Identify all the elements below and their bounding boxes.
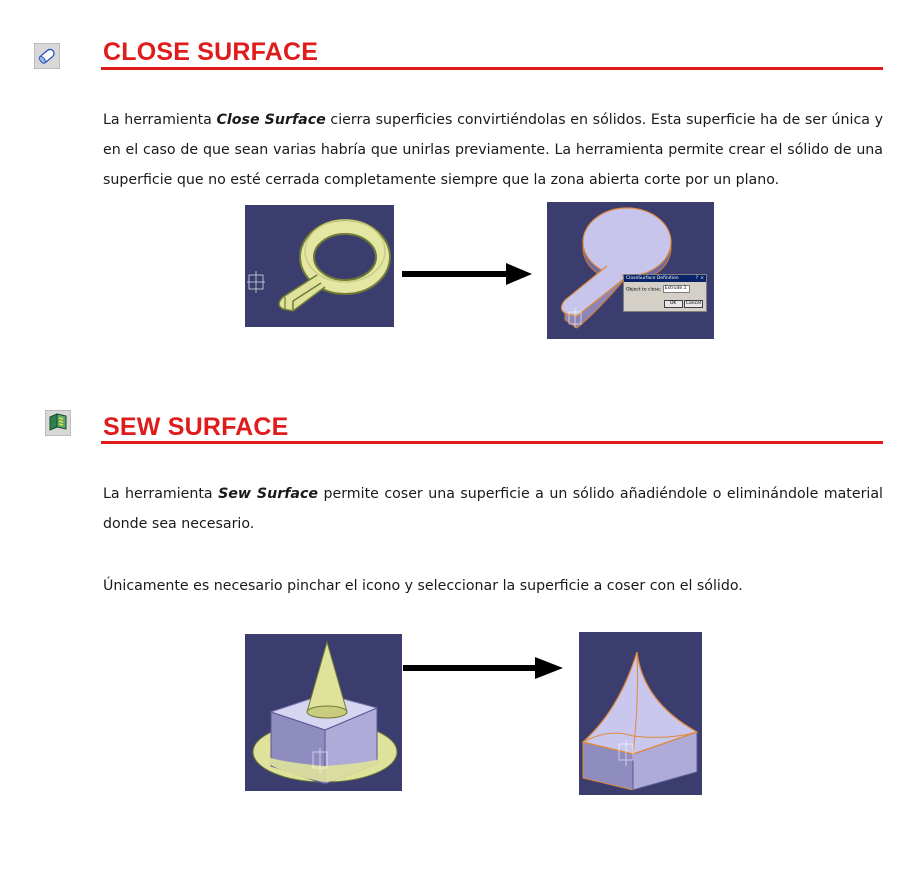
closed-solid-figure bbox=[547, 202, 714, 339]
box-with-surface-figure bbox=[245, 634, 402, 791]
result-arrow bbox=[402, 263, 532, 285]
sewn-solid-figure bbox=[579, 632, 702, 795]
heading-underline bbox=[101, 441, 883, 444]
sew-surface-note: Únicamente es necesario pinchar el icono y seleccionar la superficie a coser con el sólido. bbox=[103, 578, 743, 594]
close-surface-dialog bbox=[623, 274, 707, 312]
section-title-close-surface: CLOSE SURFACE bbox=[103, 38, 319, 66]
close-surface-icon[interactable] bbox=[34, 43, 60, 69]
ok-button[interactable]: OK bbox=[664, 300, 683, 308]
open-surface-figure bbox=[245, 205, 394, 327]
sew-surface-icon[interactable] bbox=[45, 410, 71, 436]
object-field-label: Object to close: bbox=[626, 287, 662, 293]
heading-underline bbox=[101, 67, 883, 70]
close-icon[interactable]: × bbox=[700, 276, 704, 281]
cancel-button[interactable]: Cancel bbox=[685, 301, 702, 306]
tool-name: Sew Surface bbox=[218, 486, 319, 502]
dialog-title-bar: CloseSurface Definition ? × bbox=[626, 276, 704, 281]
close-surface-description: La herramienta Close Surface cierra superficies convirtiéndolas en sólidos. Esta superficie ha de ser única y en el caso de que sean varias habría que unirlas previamente. La herramienta permite crear el sólido de una superficie que no esté cerrada completamente siempre que la zona abierta corte por un plano. bbox=[103, 112, 883, 188]
tool-name: Close Surface bbox=[216, 112, 326, 128]
object-to-close-input[interactable]: Extrude.1 bbox=[663, 285, 690, 293]
result-arrow bbox=[403, 657, 563, 679]
sew-surface-description: La herramienta Sew Surface permite coser una superficie a un sólido añadiéndole o eliminándole material donde sea necesario. bbox=[103, 486, 883, 532]
section-title-sew-surface: SEW SURFACE bbox=[103, 413, 289, 441]
help-icon[interactable]: ? bbox=[695, 276, 698, 281]
